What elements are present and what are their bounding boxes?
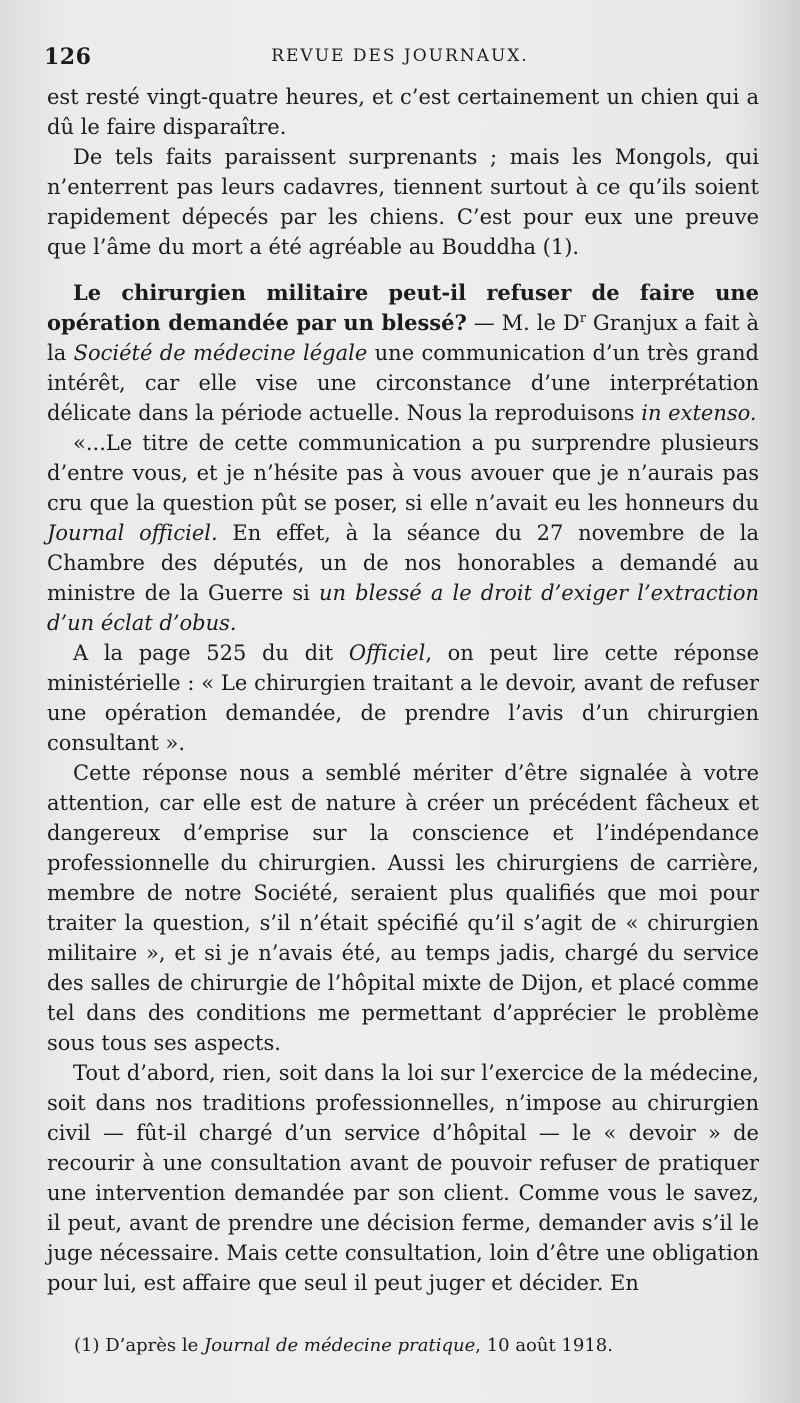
paragraph-reponse xyxy=(47,758,759,1058)
italic-question: un blessé a le droit d’exiger l’extraction d’un éclat d’obus. xyxy=(47,581,760,635)
footnote xyxy=(74,1333,754,1359)
paragraph-tout-abord xyxy=(47,1058,759,1298)
paragraph-text: Cette réponse nous a semblé mériter d’être signalée à votre attention, car elle est de nature à créer un précédent fâcheux et dangereux d’emprise sur la conscience et l’indépendance professionnelle du chirurgien. Aussi les chirurgiens de carrière, membre de notre Société, seraient plus qualifiés que moi pour traiter la question, s’il n’était spécifié qu’il s’agit de « chirurgien militaire », et si je n’avais été, au temps jadis, chargé du service des salles de chirurgie de l’hôpital mixte de Dijon, et placé comme tel dans des conditions me permettant d’apprécier le problème sous tous ses aspects. xyxy=(47,761,759,1055)
paragraph-quote-start xyxy=(47,428,759,638)
article-body xyxy=(47,82,759,1298)
text-run: — M. le D xyxy=(466,311,580,335)
text-run: une communication d’un très grand intérêt, car elle vise une circonstance d’une interprétation délicate dans la période actuelle. Nous la reproduisons xyxy=(47,341,760,425)
italic-journal-officiel: Journal officiel. xyxy=(47,521,218,545)
text-run: Granjux a fait à la xyxy=(47,311,759,365)
text-run: A la page 525 du dit xyxy=(73,641,349,665)
paragraph-text: Tout d’abord, rien, soit dans la loi sur l’exercice de la médecine, soit dans nos traditions professionnelles, n’impose au chirurgien civil — fût-il chargé d’un service d’hôpital — le « devoir » de recourir à une consultation avant de pouvoir refuser de pratiquer une intervention demandée par son client. Comme vous le savez, il peut, avant de prendre une décision ferme, demander avis s’il le juge nécessaire. Mais cette consultation, loin d’être une obligation pour lui, est affaire que seul il peut juger et décider. En xyxy=(47,1061,759,1295)
paragraph-page-525 xyxy=(47,638,759,758)
text-run: , on peut lire cette réponse ministérielle : « Le chirurgien traitant a le devoir, avant de refuser une opération demandée, de prendre l’avis d’un chirurgien consultant ». xyxy=(47,641,760,755)
page-number: 126 xyxy=(44,44,92,70)
italic-journal-title: Journal de médecine pratique xyxy=(203,1335,476,1356)
page-header xyxy=(44,44,756,74)
text-run: En effet, à la séance du 27 novembre de la Chambre des députés, un de nos honorables a demandé au ministre de la Guerre si xyxy=(47,521,759,605)
italic-officiel: Officiel xyxy=(348,641,426,665)
section-heading: Le chirurgien militaire peut-il refuser de faire une opération demandée par un blessé? xyxy=(47,280,759,335)
paragraph-text: De tels faits paraissent surprenants ; mais les Mongols, qui n’enterrent pas leurs cadavres, tiennent surtout à ce qu’ils soient rapidement dépecés par les chiens. C’est pour eux une preuve que l’âme du mort a été agréable au Bouddha (1). xyxy=(47,145,759,259)
paragraph-text: est resté vingt-quatre heures, et c’est certainement un chien qui a dû le faire disparaître. xyxy=(47,85,759,139)
text-run: (1) D’après le xyxy=(74,1335,204,1356)
text-run: «...Le titre de cette communication a pu surprendre plusieurs d’entre vous, et je n’hésite pas à vous avouer que je n’aurais pas cru que la question pût se poser, si elle n’avait eu les honneurs du xyxy=(47,431,759,515)
paragraph-continuation xyxy=(47,82,759,142)
paragraph-section-start xyxy=(47,278,759,428)
italic-society-name: Société de médecine légale xyxy=(73,341,368,365)
superscript: r xyxy=(579,311,586,326)
running-title: REVUE DES JOURNAUX. xyxy=(271,46,529,66)
paragraph-mongols xyxy=(47,142,759,262)
text-run: , 10 août 1918. xyxy=(475,1335,613,1356)
italic-in-extenso: in extenso. xyxy=(641,401,757,425)
